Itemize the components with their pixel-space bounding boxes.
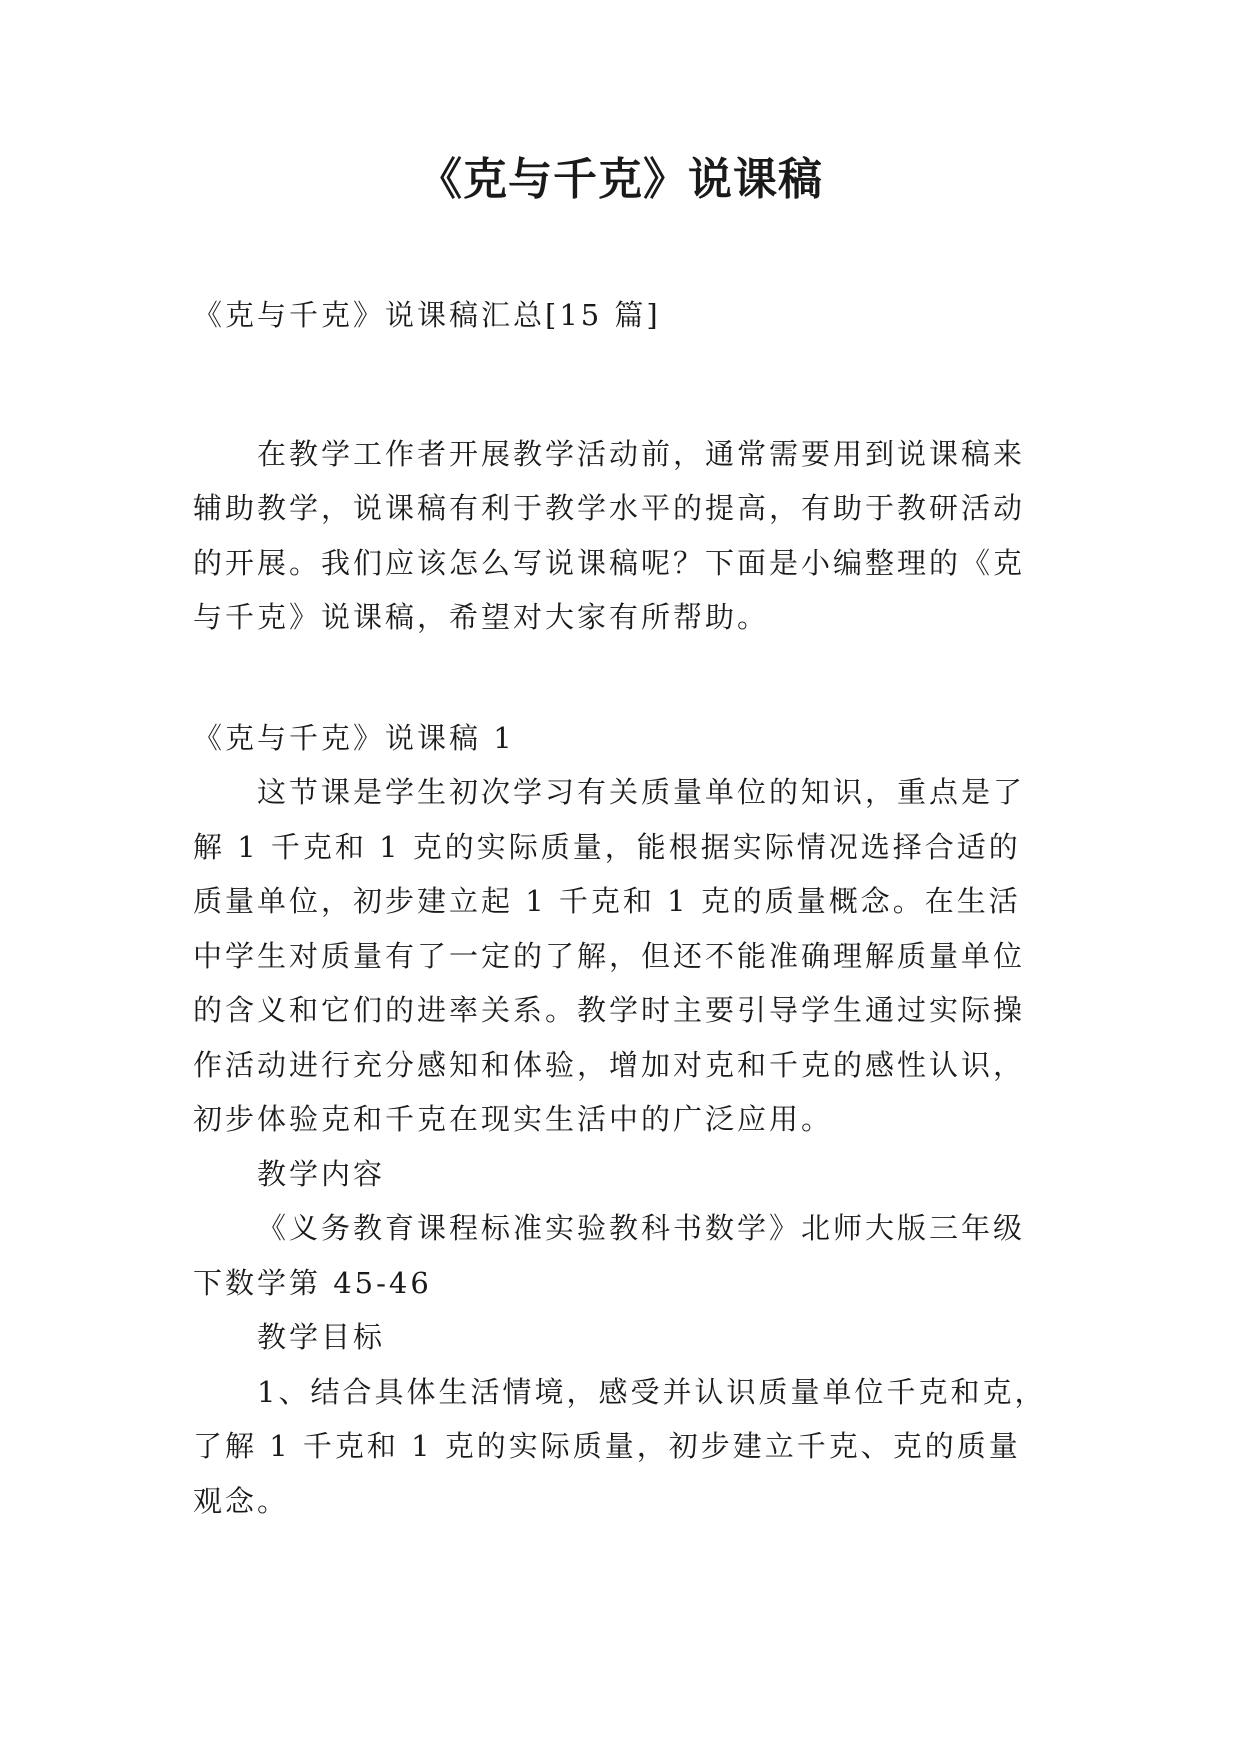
document-subtitle: 《克与千克》说课稿汇总[15 篇]: [193, 298, 661, 332]
section-heading: 《克与千克》说课稿 1: [193, 720, 515, 755]
teaching-goals-heading: 教学目标: [257, 1320, 386, 1354]
teaching-content-heading: 教学内容: [257, 1156, 386, 1191]
intro-paragraph: 在教学工作者开展教学活动前，通常需要用到说课稿来辅助教学，说课稿有利于教学水平的提高，有助于教研活动的开展。我们应该怎么写说课稿呢？下面是小编整理的《克与千克》说课稿，希望对大家有所帮助。: [193, 436, 1026, 634]
teaching-content-text: 《义务教育课程标准实验教科书数学》北师大版三年级下数学第 45-46: [193, 1211, 1026, 1300]
section-paragraph: 这节课是学生初次学习有关质量单位的知识，重点是了解 1 千克和 1 克的实际质量，能根据实际情况选择合适的质量单位，初步建立起 1 千克和 1 克的质量概念。在生活中学生对质量有了一定的了解，但还不能准确理解质量单位的含义和它们的进率关系。教学时主要引导学生通过实际操作活动进行充分感知和体验，增加对克和千克的感性认识，初步体验克和千克在现实生活中的广泛应用。: [193, 775, 1026, 1136]
teaching-goal-item: 1、结合具体生活情境，感受并认识质量单位千克和克，了解 1 千克和 1 克的实际质量，初步建立千克、克的质量观念。: [193, 1374, 1047, 1518]
document-title: 《克与千克》说课稿: [418, 154, 823, 205]
document-body: [193, 288, 1050, 1528]
